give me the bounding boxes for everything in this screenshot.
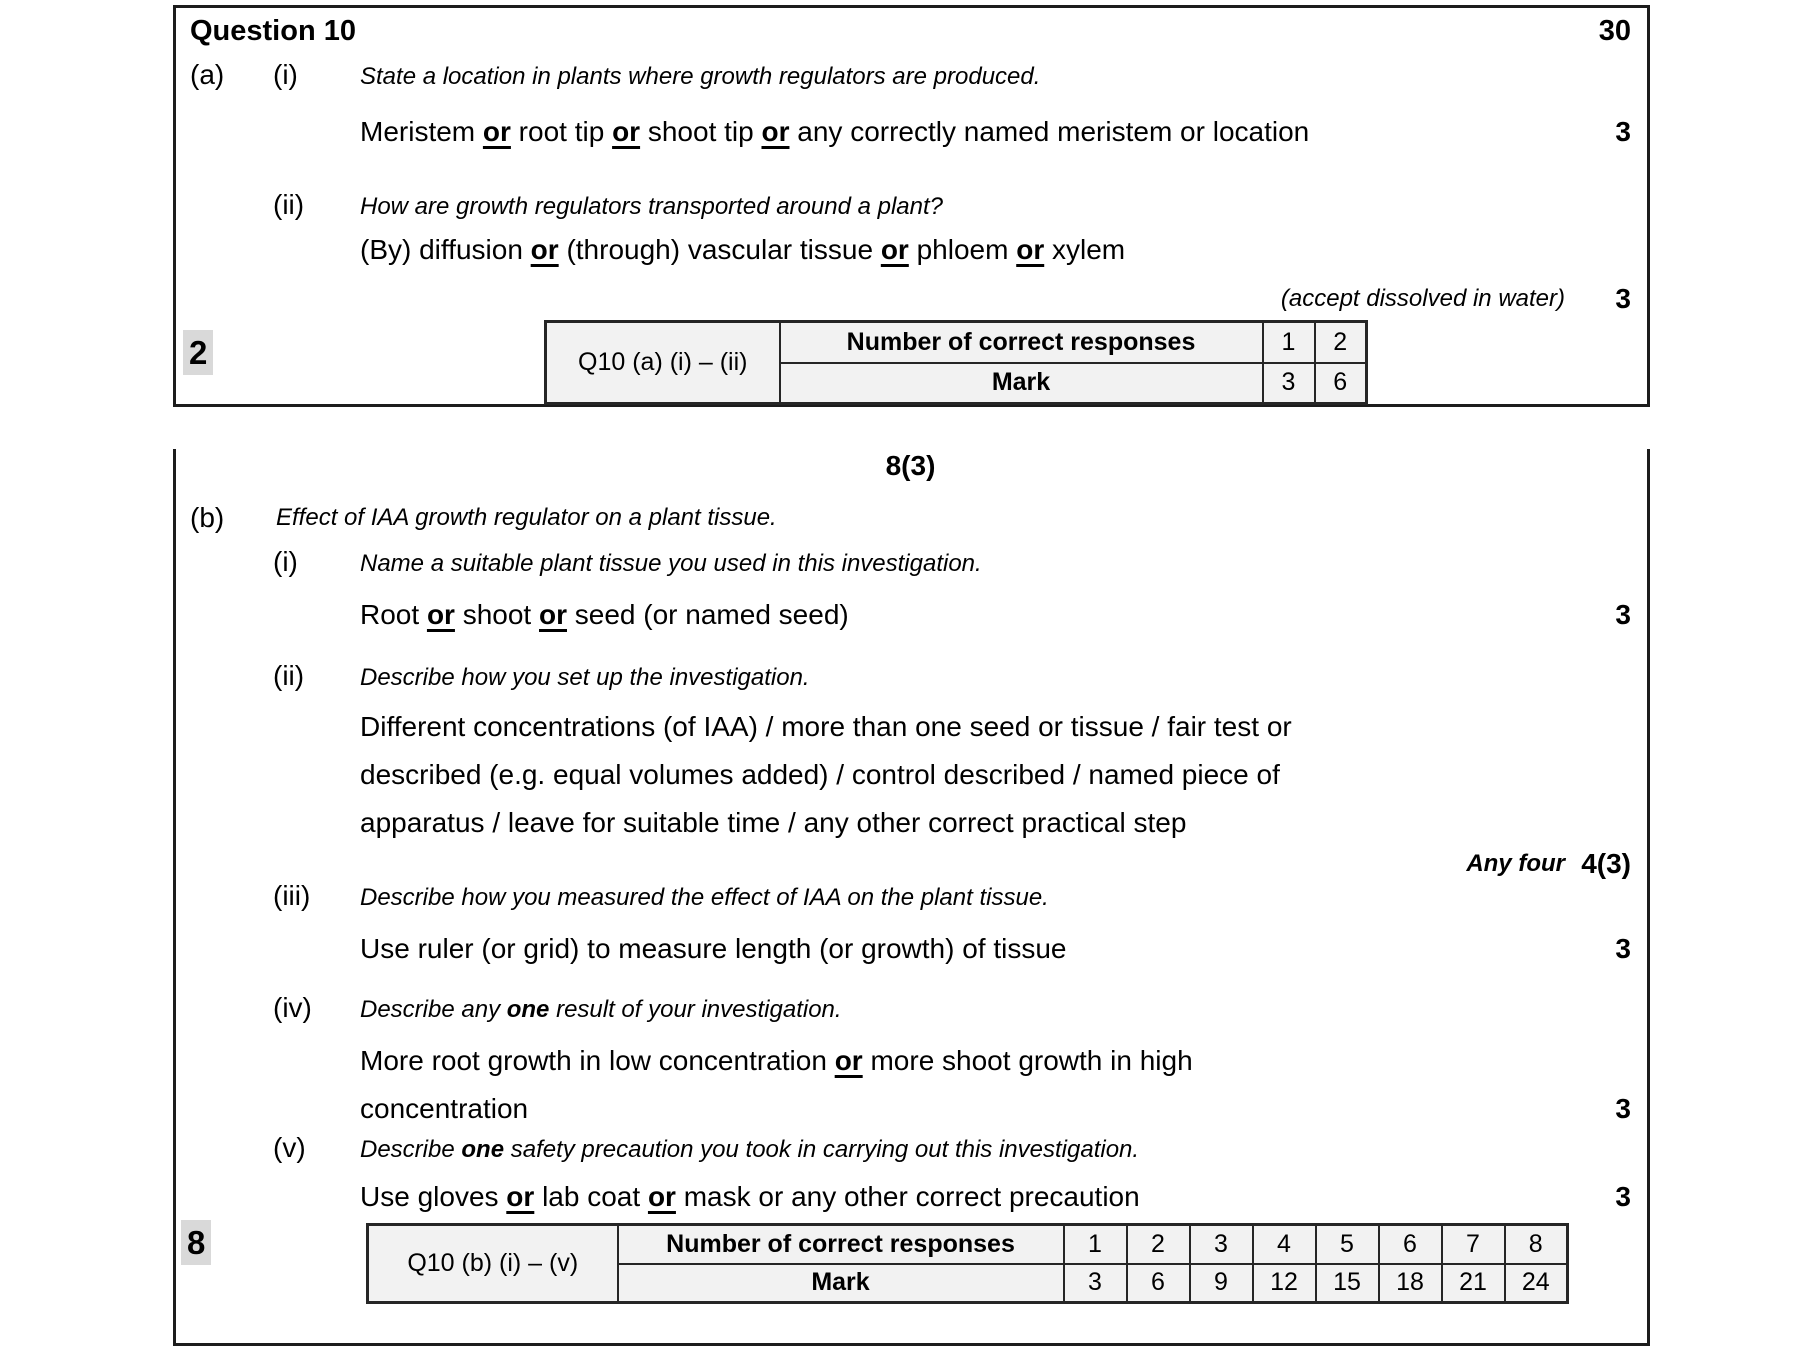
question-text <box>360 993 1565 1025</box>
text-segment: result of your investigation. <box>549 996 842 1023</box>
part-b-item-ii-answer-row <box>190 703 1631 847</box>
text-segment: seed (or named seed) <box>567 599 849 630</box>
part-b-item-iii-question-row <box>190 881 1631 913</box>
mark-value: 3 <box>1615 116 1631 147</box>
question-text <box>360 661 1565 693</box>
subpart-i-label: (i) <box>273 546 298 577</box>
table-cell: 4 <box>1253 1225 1316 1264</box>
table-cell: 3 <box>1190 1225 1253 1264</box>
answer-text <box>360 1037 1235 1133</box>
text-segment: or <box>539 599 567 630</box>
text-segment: lab coat <box>534 1181 648 1212</box>
text-segment: mask or any other correct precaution <box>675 1181 1140 1212</box>
part-a-item-i-answer-row <box>190 108 1631 156</box>
part-a-item-i-question-row <box>190 60 1631 92</box>
answer-text <box>360 108 1565 156</box>
mark-value: 4(3) <box>1581 848 1631 879</box>
table-cell: 9 <box>1190 1264 1253 1303</box>
text-segment: Use ruler (or grid) to measure length (or growth) of tissue <box>360 933 1067 964</box>
section-b-subtotal: 8(3) <box>885 450 936 481</box>
subpart-ii-label: (ii) <box>273 660 305 691</box>
part-b-item-i-answer-row <box>190 591 1631 639</box>
part-b-item-iv-question-row <box>190 993 1631 1025</box>
section-a-box <box>173 5 1650 407</box>
text-segment: or <box>426 599 455 630</box>
subpart-iii-label: (iii) <box>273 880 311 911</box>
table-row-label: Q10 (a) (i) – (ii) <box>546 322 780 404</box>
text-segment: (through) vascular tissue <box>558 234 881 265</box>
text-segment: (By) diffusion <box>360 234 531 265</box>
margin-total-badge-a: 2 <box>183 330 213 375</box>
mark-value: 3 <box>1615 599 1631 630</box>
table-cell: 1 <box>1064 1225 1127 1264</box>
part-b-item-v-question-row <box>190 1133 1631 1165</box>
mark-value: 3 <box>1615 1181 1631 1212</box>
text-segment: xylem <box>1044 234 1126 265</box>
answer-text <box>360 703 1345 847</box>
question-text <box>360 60 1565 92</box>
part-a-item-ii-answer-row <box>190 226 1631 274</box>
marks-table-a <box>544 320 1368 405</box>
subpart-v-label: (v) <box>273 1132 306 1163</box>
answer-text <box>360 925 1565 973</box>
part-b-item-i-question-row <box>190 547 1631 579</box>
question-text <box>360 881 1565 913</box>
marks-table-b <box>366 1223 1569 1304</box>
question-text <box>360 547 1565 579</box>
text-segment: or <box>647 1181 676 1212</box>
margin-total-badge-b: 8 <box>181 1220 211 1265</box>
text-segment: root tip <box>510 116 613 147</box>
part-b-item-iii-answer-row <box>190 925 1631 973</box>
question-header <box>190 14 1631 48</box>
part-a-item-ii-question-row <box>190 190 1631 222</box>
question-total-marks: 30 <box>1598 15 1631 47</box>
marks-table-a-wrapper <box>544 320 1631 405</box>
table-cell: 5 <box>1316 1225 1379 1264</box>
text-segment: one <box>461 1136 505 1163</box>
text-segment: phloem <box>908 234 1017 265</box>
table-cell: 3 <box>1263 363 1315 404</box>
responses-row <box>546 322 1367 363</box>
part-b-item-ii-note-row <box>190 847 1631 881</box>
question-title: Question 10 <box>190 15 356 47</box>
text-segment: Root <box>360 599 427 630</box>
text-segment: Describe how you measured the effect of IAA on the plant tissue. <box>360 884 1049 911</box>
section-b-box <box>173 449 1650 1346</box>
table-cell: 18 <box>1379 1264 1442 1303</box>
response-header-cell: Number of correct responses <box>780 322 1263 363</box>
part-b-intro-row <box>190 503 1631 533</box>
text-segment: one <box>506 996 550 1023</box>
text-segment: or <box>1016 234 1045 265</box>
text-segment: Describe <box>360 1136 462 1163</box>
part-b-label: (b) <box>190 502 225 533</box>
question-text <box>360 190 1565 222</box>
responses-row <box>368 1225 1568 1264</box>
answer-text <box>360 1173 1565 1221</box>
answer-text <box>360 591 1565 639</box>
text-segment: or <box>506 1181 535 1212</box>
text-segment: More root growth in low concentration <box>360 1045 835 1076</box>
text-segment: or <box>530 234 559 265</box>
table-cell: 3 <box>1064 1264 1127 1303</box>
text-segment: shoot <box>454 599 539 630</box>
text-segment: any correctly named meristem or location <box>789 116 1310 147</box>
table-cell: 12 <box>1253 1264 1316 1303</box>
response-header-cell: Number of correct responses <box>618 1225 1064 1264</box>
text-segment: Use gloves <box>360 1181 507 1212</box>
subpart-ii-label: (ii) <box>273 189 305 220</box>
mark-value: 3 <box>1615 283 1631 314</box>
table-cell: 6 <box>1315 363 1367 404</box>
marks-table-b-wrapper <box>366 1223 1631 1304</box>
text-segment: shoot tip <box>640 116 762 147</box>
answer-text <box>360 226 1565 274</box>
subpart-iv-label: (iv) <box>273 992 312 1023</box>
part-a-item-ii-note-row <box>190 282 1631 316</box>
text-segment: more shoot growth in high concentration <box>360 1045 1193 1124</box>
text-segment: or <box>761 116 790 147</box>
mark-value: 3 <box>1615 933 1631 964</box>
part-b-item-ii-question-row <box>190 661 1631 693</box>
table-cell: 15 <box>1316 1264 1379 1303</box>
any-four-note-text: Any four <box>1466 850 1565 877</box>
text-segment: Name a suitable plant tissue you used in this investigation. <box>360 550 982 577</box>
subpart-i-label: (i) <box>273 59 298 90</box>
mark-header-cell: Mark <box>618 1264 1064 1303</box>
text-segment: State a location in plants where growth regulators are produced. <box>360 63 1041 90</box>
table-cell: 6 <box>1127 1264 1190 1303</box>
marking-scheme-document <box>173 5 1650 1346</box>
text-segment: or <box>880 234 909 265</box>
table-cell: 2 <box>1315 322 1367 363</box>
part-a-label: (a) <box>190 59 225 90</box>
text-segment: or <box>612 116 641 147</box>
table-cell: 2 <box>1127 1225 1190 1264</box>
accept-note-text: (accept dissolved in water) <box>1280 285 1565 312</box>
table-row-label: Q10 (b) (i) – (v) <box>368 1225 618 1303</box>
text-segment: Describe any <box>360 996 507 1023</box>
table-cell: 8 <box>1505 1225 1568 1264</box>
text-segment: or <box>834 1045 863 1076</box>
table-cell: 24 <box>1505 1264 1568 1303</box>
table-cell: 1 <box>1263 322 1315 363</box>
mark-value: 3 <box>1615 1093 1631 1124</box>
table-cell: 21 <box>1442 1264 1505 1303</box>
table-cell: 7 <box>1442 1225 1505 1264</box>
text-segment: Different concentrations (of IAA) / more than one seed or tissue / fair test or described (e.g. equal volumes added) / control described / named piece of apparatus / leave for suitable time / any other correct practical step <box>360 711 1292 838</box>
part-b-item-iv-answer-row <box>190 1037 1631 1133</box>
text-segment: safety precaution you took in carrying out this investigation. <box>504 1136 1140 1163</box>
part-b-intro-text: Effect of IAA growth regulator on a plant tissue. <box>276 504 777 531</box>
mark-header-cell: Mark <box>780 363 1263 404</box>
question-text <box>360 1133 1565 1165</box>
table-cell: 6 <box>1379 1225 1442 1264</box>
part-b-item-v-answer-row <box>190 1173 1631 1221</box>
text-segment: or <box>482 116 511 147</box>
text-segment: Meristem <box>360 116 483 147</box>
text-segment: How are growth regulators transported around a plant? <box>360 193 944 220</box>
text-segment: Describe how you set up the investigation. <box>360 664 810 691</box>
